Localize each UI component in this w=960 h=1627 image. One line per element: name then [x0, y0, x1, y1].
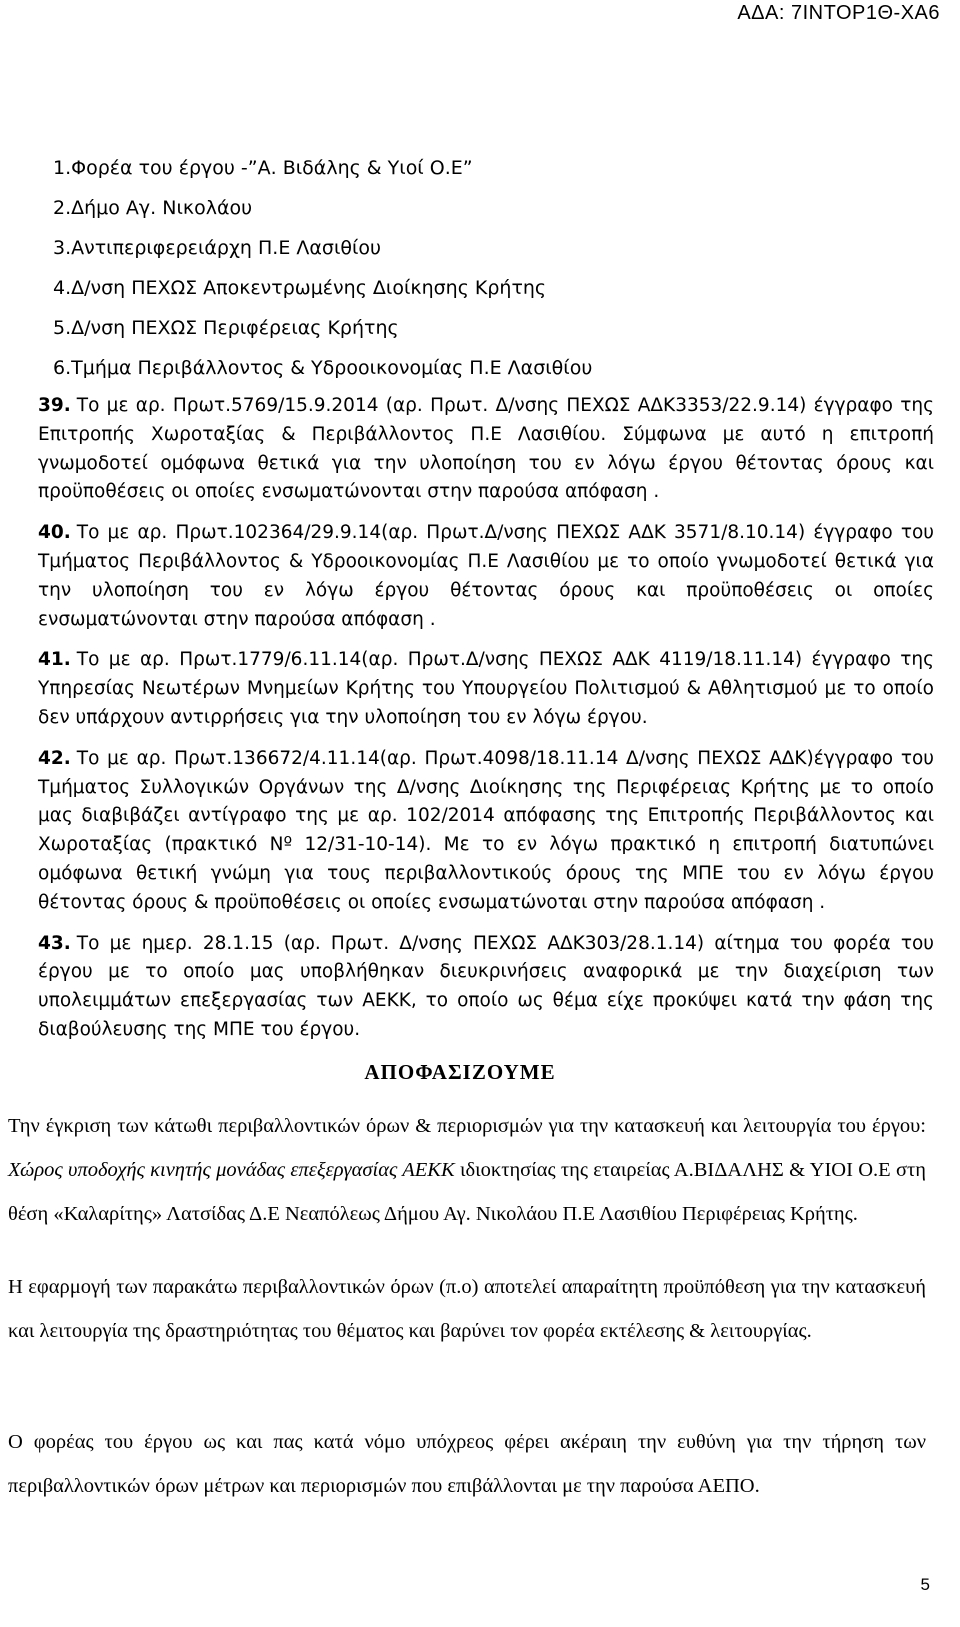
consideration-item — [38, 930, 934, 1045]
considerations-list — [38, 392, 934, 1045]
conditions-paragraph: Η εφαρμογή των παρακάτω περιβαλλοντικών όρων (π.ο) αποτελεί απαραίτητη προϋπόθεση για την κατασκευή και λειτουργία της δραστηριότητας του θέματος και βαρύνει τον φορέα εκτέλεσης & λειτουργίας. — [8, 1276, 926, 1342]
item-text: Το με αρ. Πρωτ.1779/6.11.14(αρ. Πρωτ.Δ/νσης ΠΕΧΩΣ ΑΔΚ 4119/18.11.14) έγγραφο της Υπηρεσίας Νεωτέρων Μνημείων Κρήτης του Υπουργείου Πολιτισμού & Αθλητισμού με το οποίο δεν υπάρχουν αντιρρήσεις για την υλοποίηση του εν λόγω έργου. — [38, 649, 934, 728]
item-text: Το με αρ. Πρωτ.102364/29.9.14(αρ. Πρωτ.Δ/νσης ΠΕΧΩΣ ΑΔΚ 3571/8.10.14) έγγραφο του Τμήματος Περιβάλλοντος & Υδροοικονομίας Π.Ε Λασιθίου με το οποίο γνωμοδοτεί θετικά για την υλοποίηση του εν λόγω έργου θέτοντας όρους και προϋποθέσεις οι οποίες ενσωματώνονται στην παρούσα απόφαση . — [38, 522, 934, 630]
consideration-item — [38, 519, 934, 634]
recipient-item: 2.Δήμο Αγ. Νικολάου — [53, 197, 253, 219]
recipient-list — [53, 148, 592, 388]
consideration-item — [38, 646, 934, 732]
decision-text: ιδιοκτησίας της εταιρείας Α.ΒΙΔΑΛΗΣ & ΥΙΟΙ Ο.Ε στη θέση «Καλαρίτης» Λατσίδας Δ.Ε Νεαπόλεως Δήμου Αγ. Νικολάου Π.Ε Λασιθίου Περιφέρειας Κρήτης. — [8, 1158, 927, 1225]
decision-text: Την έγκριση των κάτωθι περιβαλλοντικών όρων & περιορισμών για την κατασκευή και λειτουργία του έργου: — [8, 1115, 926, 1137]
item-number: 40. — [38, 522, 71, 544]
recipient-item: 3.Αντιπεριφερειάρχη Π.Ε Λασιθίου — [53, 237, 382, 259]
item-number: 39. — [38, 395, 71, 416]
ada-code: ΑΔΑ: 7ΙΝΤΟΡ1Θ-ΧΑ6 — [737, 2, 940, 24]
item-number: 42. — [38, 747, 71, 769]
item-text: Το με αρ. Πρωτ.5769/15.9.2014 (αρ. Πρωτ. Δ/νσης ΠΕΧΩΣ ΑΔΚ3353/22.9.14) έγγραφο της Επιτροπής Χωροταξίας & Περιβάλλοντος Π.Ε Λασιθίου. Σύμφωνα με αυτό η επιτροπή γνωμοδοτεί ομόφωνα θετικά για την υλοποίηση του εν λόγω έργου θέτοντας όρους και προϋποθέσεις οι οποίες ενσωματώνονται στην παρούσα απόφαση . — [38, 395, 934, 503]
project-title: Χώρος υποδοχής κινητής μονάδας επεξεργασίας ΑΕΚΚ — [8, 1158, 455, 1181]
item-text: Το με αρ. Πρωτ.136672/4.11.14(αρ. Πρωτ.4098/18.11.14 Δ/νσης ΠΕΧΩΣ ΑΔΚ)έγγραφο του Τμήματος Συλλογικών Οργάνων της Δ/νσης Διοίκησης της Περιφέρειας Κρήτης με το οποίο μας διαβιβάζει αντίγραφο της με αρ. 102/2014 απόφασης της Επιτροπής Περιβάλλοντος και Χωροταξίας (πρακτικό Νº 12/31-10-14). Με το εν λόγω πρακτικό η επιτροπή διατυπώνει ομόφωνα θετική γνώμη για τους περιβαλλοντικούς όρους της ΜΠΕ του εν λόγω έργου θέτοντας όρους & προϋποθέσεις οι οποίες ενσωματώνοται στην παρούσα απόφαση . — [38, 747, 934, 913]
decision-heading: ΑΠΟΦΑΣΙΖΟΥΜΕ — [364, 1060, 556, 1084]
recipient-item: 5.Δ/νση ΠΕΧΩΣ Περιφέρειας Κρήτης — [53, 317, 399, 339]
consideration-item — [38, 745, 934, 918]
recipient-item: 1.Φορέα του έργου -”Α. Βιδάλης & Υιοί Ο.Ε” — [53, 157, 473, 179]
item-number: 41. — [38, 649, 71, 671]
responsibility-paragraph: Ο φορέας του έργου ως και πας κατά νόμο υπόχρεος φέρει ακέραιη την ευθύνη για την τήρηση των περιβαλλοντικών όρων μέτρων και περιορισμών που επιβάλλονται με την παρούσα ΑΕΠΟ. — [8, 1431, 926, 1497]
page-number: 5 — [920, 1575, 930, 1594]
recipient-item: 6.Τμήμα Περιβάλλοντος & Υδροοικονομίας Π.Ε Λασιθίου — [53, 357, 593, 379]
decision-paragraph — [8, 1105, 926, 1236]
item-number: 43. — [38, 932, 71, 954]
item-text: Το με ημερ. 28.1.15 (αρ. Πρωτ. Δ/νσης ΠΕΧΩΣ ΑΔΚ303/28.1.14) αίτημα του φορέα του έργου με το οποίο μας υποβλήθηκαν διευκρινήσεις αναφορικά με την διαχείριση των υπολειμμάτων επεξεργασίας των ΑΕΚΚ, το οποίο ως θέμα είχε προκύψει κατά την φάση της διαβούλευσης της ΜΠΕ του έργου. — [38, 932, 934, 1040]
consideration-item — [38, 392, 934, 507]
recipient-item: 4.Δ/νση ΠΕΧΩΣ Αποκεντρωμένης Διοίκησης Κρήτης — [53, 277, 547, 299]
